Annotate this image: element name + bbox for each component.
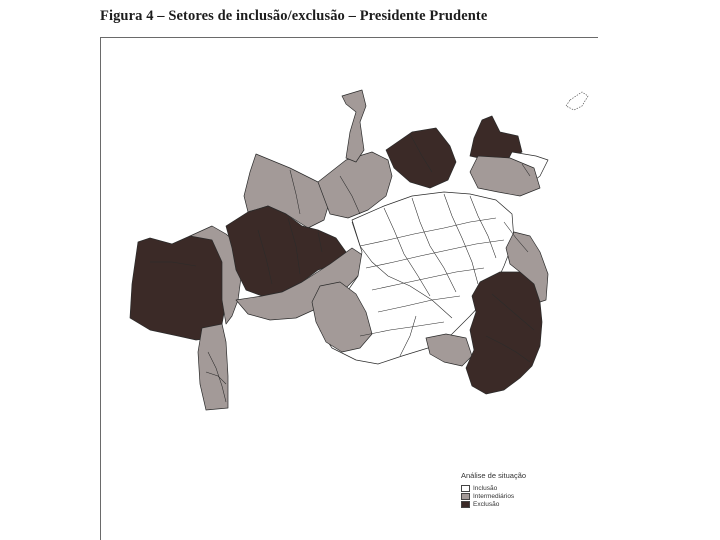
legend-swatch-inclusion — [461, 485, 470, 492]
legend-title: Análise de situação — [461, 471, 527, 480]
legend-item-intermediate — [461, 492, 526, 500]
sector-north-spur — [342, 90, 366, 162]
legend-swatch-exclusion — [461, 501, 470, 508]
sector-west-exclusion — [130, 234, 226, 340]
sector-southwest-corridor — [198, 324, 228, 410]
legend — [461, 471, 526, 508]
legend-swatch-intermediate — [461, 493, 470, 500]
legend-label-inclusion: Inclusão — [473, 484, 498, 492]
legend-item-inclusion — [461, 484, 526, 492]
legend-label-exclusion: Exclusão — [473, 500, 500, 508]
sector-south-tail — [426, 334, 472, 366]
detached-sector-outline — [566, 92, 588, 110]
legend-item-exclusion — [461, 500, 526, 508]
sector-north-exclusion — [386, 128, 456, 188]
page-title: Figura 4 – Setores de inclusão/exclusão – Presidente Prudente — [100, 8, 488, 24]
sector-east-exclusion — [466, 272, 542, 394]
legend-label-intermediate: Intermediários — [473, 492, 515, 500]
